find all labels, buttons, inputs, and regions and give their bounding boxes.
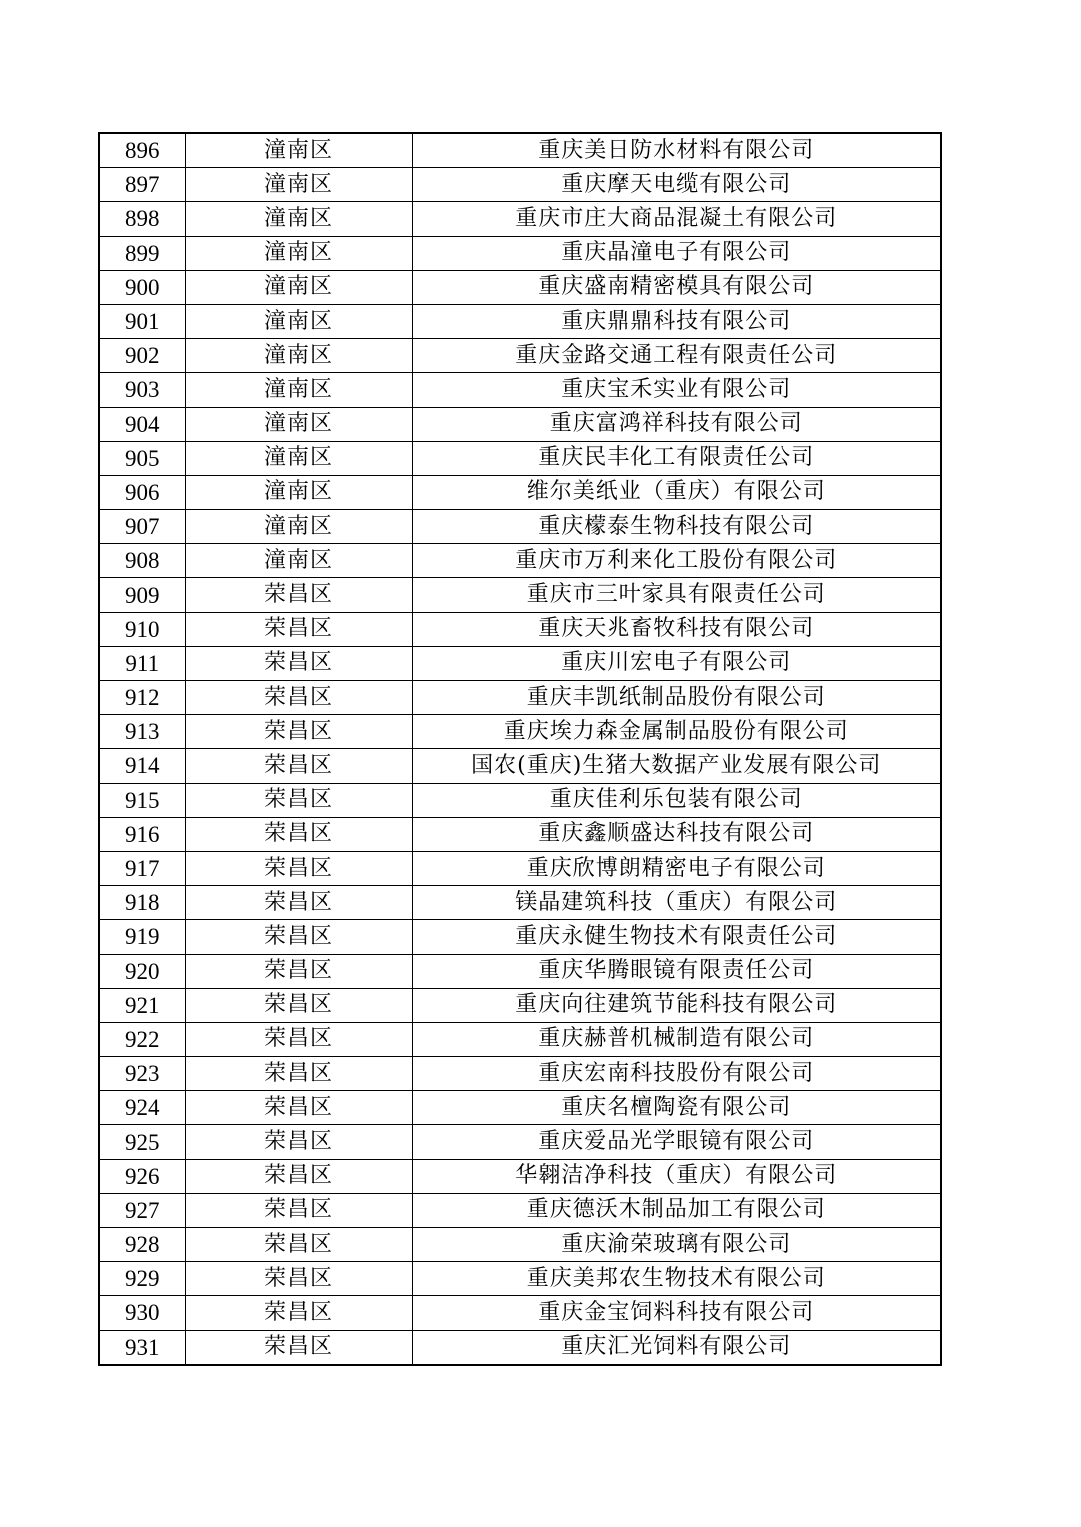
- row-district: 荣昌区: [185, 920, 412, 954]
- row-number: 927: [99, 1193, 185, 1227]
- row-company-name: 重庆摩天电缆有限公司: [412, 168, 941, 202]
- row-number: 897: [99, 168, 185, 202]
- row-company-name: 重庆金路交通工程有限责任公司: [412, 339, 941, 373]
- row-district: 荣昌区: [185, 954, 412, 988]
- row-district: 潼南区: [185, 270, 412, 304]
- row-company-name: 重庆德沃木制品加工有限公司: [412, 1193, 941, 1227]
- table-row: [99, 441, 941, 475]
- row-district: 潼南区: [185, 168, 412, 202]
- row-company-name: 重庆晶潼电子有限公司: [412, 236, 941, 270]
- row-company-name: 重庆华腾眼镜有限责任公司: [412, 954, 941, 988]
- table-row: [99, 133, 941, 168]
- table-row: [99, 817, 941, 851]
- row-district: 荣昌区: [185, 612, 412, 646]
- table-row: [99, 1091, 941, 1125]
- row-company-name: 重庆鼎鼎科技有限公司: [412, 304, 941, 338]
- row-number: 918: [99, 886, 185, 920]
- table-row: [99, 1125, 941, 1159]
- row-district: 潼南区: [185, 510, 412, 544]
- row-number: 922: [99, 1022, 185, 1056]
- row-district: 荣昌区: [185, 1262, 412, 1296]
- table-row: [99, 510, 941, 544]
- row-district: 荣昌区: [185, 1159, 412, 1193]
- table-row: [99, 1228, 941, 1262]
- row-number: 928: [99, 1228, 185, 1262]
- table-row: [99, 407, 941, 441]
- row-number: 930: [99, 1296, 185, 1330]
- table-row: [99, 886, 941, 920]
- row-company-name: 重庆宏南科技股份有限公司: [412, 1057, 941, 1091]
- row-company-name: 重庆民丰化工有限责任公司: [412, 441, 941, 475]
- table-body: [99, 133, 941, 1365]
- row-number: 905: [99, 441, 185, 475]
- row-number: 914: [99, 749, 185, 783]
- row-district: 荣昌区: [185, 1125, 412, 1159]
- row-company-name: 重庆渝荣玻璃有限公司: [412, 1228, 941, 1262]
- row-district: 荣昌区: [185, 681, 412, 715]
- row-district: 潼南区: [185, 339, 412, 373]
- row-company-name: 重庆埃力森金属制品股份有限公司: [412, 715, 941, 749]
- row-company-name: 重庆汇光饲料有限公司: [412, 1330, 941, 1365]
- table-row: [99, 1296, 941, 1330]
- row-number: 931: [99, 1330, 185, 1365]
- row-company-name: 重庆金宝饲料科技有限公司: [412, 1296, 941, 1330]
- table-row: [99, 715, 941, 749]
- row-company-name: 重庆美日防水材料有限公司: [412, 133, 941, 168]
- row-number: 923: [99, 1057, 185, 1091]
- table-row: [99, 270, 941, 304]
- row-number: 916: [99, 817, 185, 851]
- table-row: [99, 612, 941, 646]
- row-company-name: 国农(重庆)生猪大数据产业发展有限公司: [412, 749, 941, 783]
- row-district: 荣昌区: [185, 1022, 412, 1056]
- row-number: 908: [99, 544, 185, 578]
- row-number: 921: [99, 988, 185, 1022]
- row-company-name: 重庆市万利来化工股份有限公司: [412, 544, 941, 578]
- table-row: [99, 304, 941, 338]
- row-company-name: 重庆名檀陶瓷有限公司: [412, 1091, 941, 1125]
- row-district: 荣昌区: [185, 1228, 412, 1262]
- row-district: 荣昌区: [185, 988, 412, 1022]
- row-number: 919: [99, 920, 185, 954]
- table-row: [99, 236, 941, 270]
- row-district: 荣昌区: [185, 851, 412, 885]
- row-company-name: 重庆欣博朗精密电子有限公司: [412, 851, 941, 885]
- row-number: 906: [99, 475, 185, 509]
- table-row: [99, 1262, 941, 1296]
- row-company-name: 重庆宝禾实业有限公司: [412, 373, 941, 407]
- row-company-name: 重庆川宏电子有限公司: [412, 646, 941, 680]
- table-row: [99, 851, 941, 885]
- row-number: 912: [99, 681, 185, 715]
- row-district: 潼南区: [185, 544, 412, 578]
- table-row: [99, 339, 941, 373]
- row-number: 898: [99, 202, 185, 236]
- row-number: 929: [99, 1262, 185, 1296]
- row-number: 900: [99, 270, 185, 304]
- row-number: 901: [99, 304, 185, 338]
- row-number: 896: [99, 133, 185, 168]
- row-district: 荣昌区: [185, 749, 412, 783]
- row-district: 荣昌区: [185, 578, 412, 612]
- row-company-name: 重庆鑫顺盛达科技有限公司: [412, 817, 941, 851]
- table-row: [99, 646, 941, 680]
- row-number: 925: [99, 1125, 185, 1159]
- row-company-name: 重庆丰凯纸制品股份有限公司: [412, 681, 941, 715]
- table-row: [99, 1057, 941, 1091]
- row-company-name: 重庆市三叶家具有限责任公司: [412, 578, 941, 612]
- row-company-name: 重庆向往建筑节能科技有限公司: [412, 988, 941, 1022]
- table-row: [99, 544, 941, 578]
- table-row: [99, 988, 941, 1022]
- row-company-name: 重庆檬泰生物科技有限公司: [412, 510, 941, 544]
- table-row: [99, 749, 941, 783]
- row-company-name: 华翱洁净科技（重庆）有限公司: [412, 1159, 941, 1193]
- row-district: 荣昌区: [185, 1057, 412, 1091]
- table-row: [99, 202, 941, 236]
- row-district: 荣昌区: [185, 886, 412, 920]
- row-district: 荣昌区: [185, 783, 412, 817]
- row-number: 909: [99, 578, 185, 612]
- row-number: 907: [99, 510, 185, 544]
- row-company-name: 重庆天兆畜牧科技有限公司: [412, 612, 941, 646]
- table-row: [99, 954, 941, 988]
- row-district: 荣昌区: [185, 1296, 412, 1330]
- table-row: [99, 1330, 941, 1365]
- table-row: [99, 681, 941, 715]
- row-company-name: 重庆富鸿祥科技有限公司: [412, 407, 941, 441]
- row-company-name: 重庆爱品光学眼镜有限公司: [412, 1125, 941, 1159]
- row-number: 917: [99, 851, 185, 885]
- row-district: 潼南区: [185, 236, 412, 270]
- table-row: [99, 475, 941, 509]
- table-row: [99, 783, 941, 817]
- row-district: 荣昌区: [185, 1193, 412, 1227]
- row-company-name: 重庆盛南精密模具有限公司: [412, 270, 941, 304]
- row-number: 915: [99, 783, 185, 817]
- row-company-name: 重庆美邦农生物技术有限公司: [412, 1262, 941, 1296]
- table-row: [99, 373, 941, 407]
- table-row: [99, 1022, 941, 1056]
- row-number: 899: [99, 236, 185, 270]
- row-district: 荣昌区: [185, 646, 412, 680]
- row-company-name: 维尔美纸业（重庆）有限公司: [412, 475, 941, 509]
- row-number: 924: [99, 1091, 185, 1125]
- row-district: 潼南区: [185, 373, 412, 407]
- row-district: 荣昌区: [185, 1091, 412, 1125]
- row-number: 904: [99, 407, 185, 441]
- row-number: 913: [99, 715, 185, 749]
- row-district: 荣昌区: [185, 715, 412, 749]
- table-row: [99, 1193, 941, 1227]
- row-company-name: 重庆佳利乐包装有限公司: [412, 783, 941, 817]
- row-district: 潼南区: [185, 475, 412, 509]
- row-company-name: 重庆市庄大商品混凝土有限公司: [412, 202, 941, 236]
- row-number: 903: [99, 373, 185, 407]
- row-number: 910: [99, 612, 185, 646]
- row-district: 荣昌区: [185, 1330, 412, 1365]
- company-list-table: [98, 132, 942, 1366]
- table-row: [99, 920, 941, 954]
- row-district: 潼南区: [185, 407, 412, 441]
- row-number: 920: [99, 954, 185, 988]
- row-number: 926: [99, 1159, 185, 1193]
- row-district: 潼南区: [185, 441, 412, 475]
- row-number: 902: [99, 339, 185, 373]
- table-row: [99, 1159, 941, 1193]
- table-row: [99, 168, 941, 202]
- row-district: 潼南区: [185, 304, 412, 338]
- row-district: 潼南区: [185, 133, 412, 168]
- row-company-name: 重庆赫普机械制造有限公司: [412, 1022, 941, 1056]
- row-company-name: 镁晶建筑科技（重庆）有限公司: [412, 886, 941, 920]
- row-district: 潼南区: [185, 202, 412, 236]
- row-district: 荣昌区: [185, 817, 412, 851]
- row-company-name: 重庆永健生物技术有限责任公司: [412, 920, 941, 954]
- table-row: [99, 578, 941, 612]
- row-number: 911: [99, 646, 185, 680]
